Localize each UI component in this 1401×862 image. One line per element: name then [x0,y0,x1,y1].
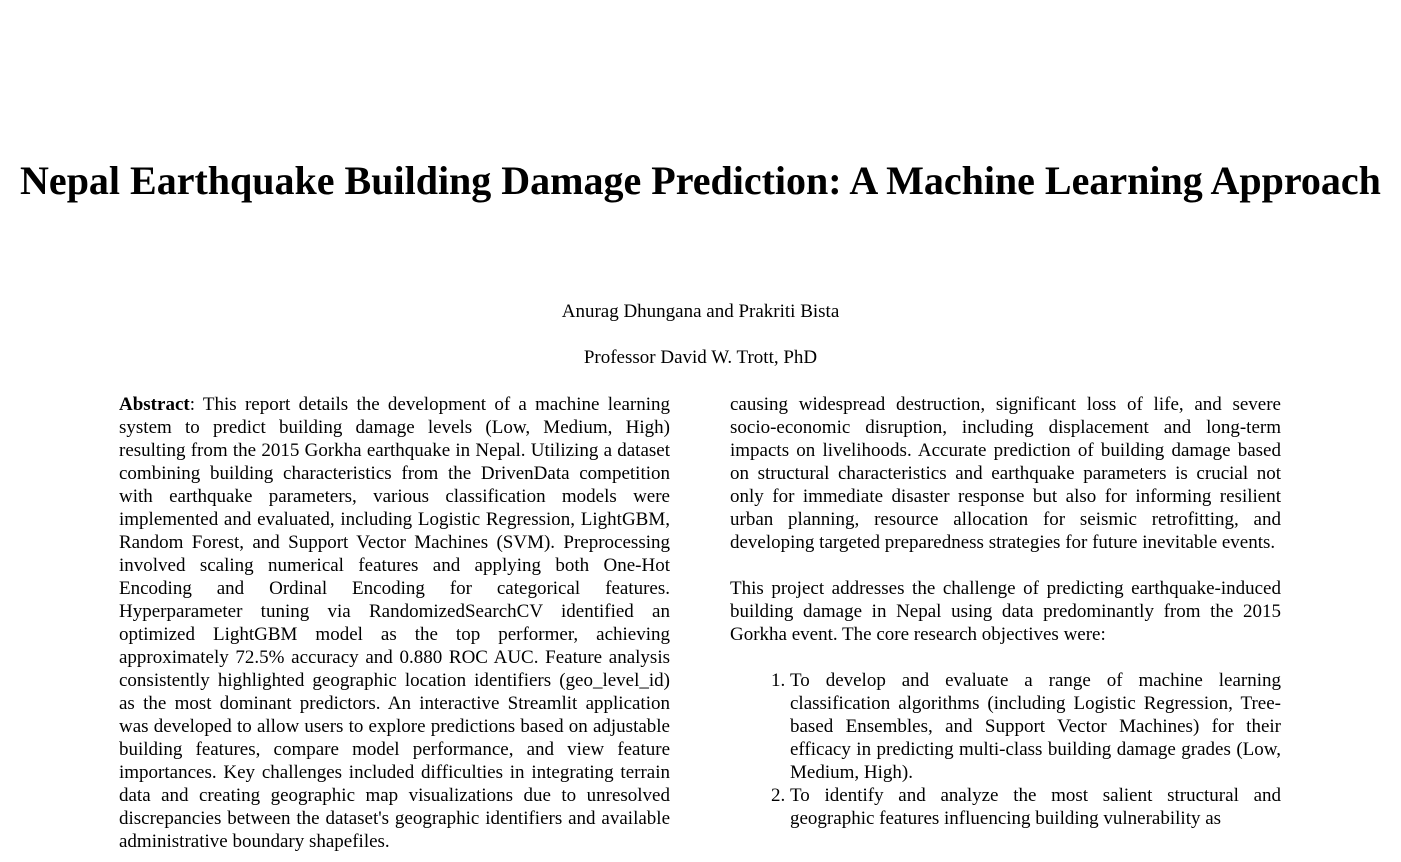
objectives-list [730,669,1281,830]
abstract-paragraph [119,393,670,853]
objective-item: 1. To develop and evaluate a range of machine learning classification algorithms (including Logistic Regression, Tree-based Ensembles, and Support Vector Machines) for their efficacy in predicting multi-class building damage grades (Low, Medium, High). [790,669,1281,784]
abstract-text: : This report details the development of a machine learning system to predict building damage levels (Low, Medium, High) resulting from the 2015 Gorkha earthquake in Nepal. Utilizing a dataset combining building characteristics from the DrivenData competition with earthquake parameters, various classification models were implemented and evaluated, including Logistic Regression, LightGBM, Random Forest, and Support Vector Machines (SVM). Preprocessing involved scaling numerical features and applying both One-Hot Encoding and Ordinal Encoding for categorical features. Hyperparameter tuning via RandomizedSearchCV identified an optimized LightGBM model as the top performer, achieving approximately 72.5% accuracy and 0.880 ROC AUC. Feature analysis consistently highlighted geographic location identifiers (geo_level_id) as the most dominant predictors. An interactive Streamlit application was developed to allow users to explore predictions based on adjustable building features, compare model performance, and view feature importances. Key challenges included difficulties in integrating terrain data and creating geographic map visualizations due to unresolved discrepancies between the dataset's geographic identifiers and available administrative boundary shapefiles. [119,394,670,852]
objective-item: 2. To identify and analyze the most salient structural and geographic features influencing building vulnerability as [790,784,1281,830]
authors: Anurag Dhungana and Prakriti Bista [561,301,840,322]
right-column [730,393,1281,830]
paper-title: Nepal Earthquake Building Damage Prediction: A Machine Learning Approach [20,158,1381,203]
intro-paragraph-continued: causing widespread destruction, significant loss of life, and severe socio-economic disruption, including displacement and long-term impacts on livelihoods. Accurate prediction of building damage based on structural characteristics and earthquake parameters is crucial not only for immediate disaster response but also for informing resilient urban planning, resource allocation for seismic retrofitting, and developing targeted preparedness strategies for future inevitable events. [730,394,1281,553]
left-column [119,393,670,853]
objectives-intro-paragraph: This project addresses the challenge of predicting earthquake-induced building damage in Nepal using data predominantly from the 2015 Gorkha event. The core research objectives were: [730,578,1281,645]
abstract-label: Abstract [119,394,190,415]
advisor: Professor David W. Trott, PhD [583,347,818,368]
